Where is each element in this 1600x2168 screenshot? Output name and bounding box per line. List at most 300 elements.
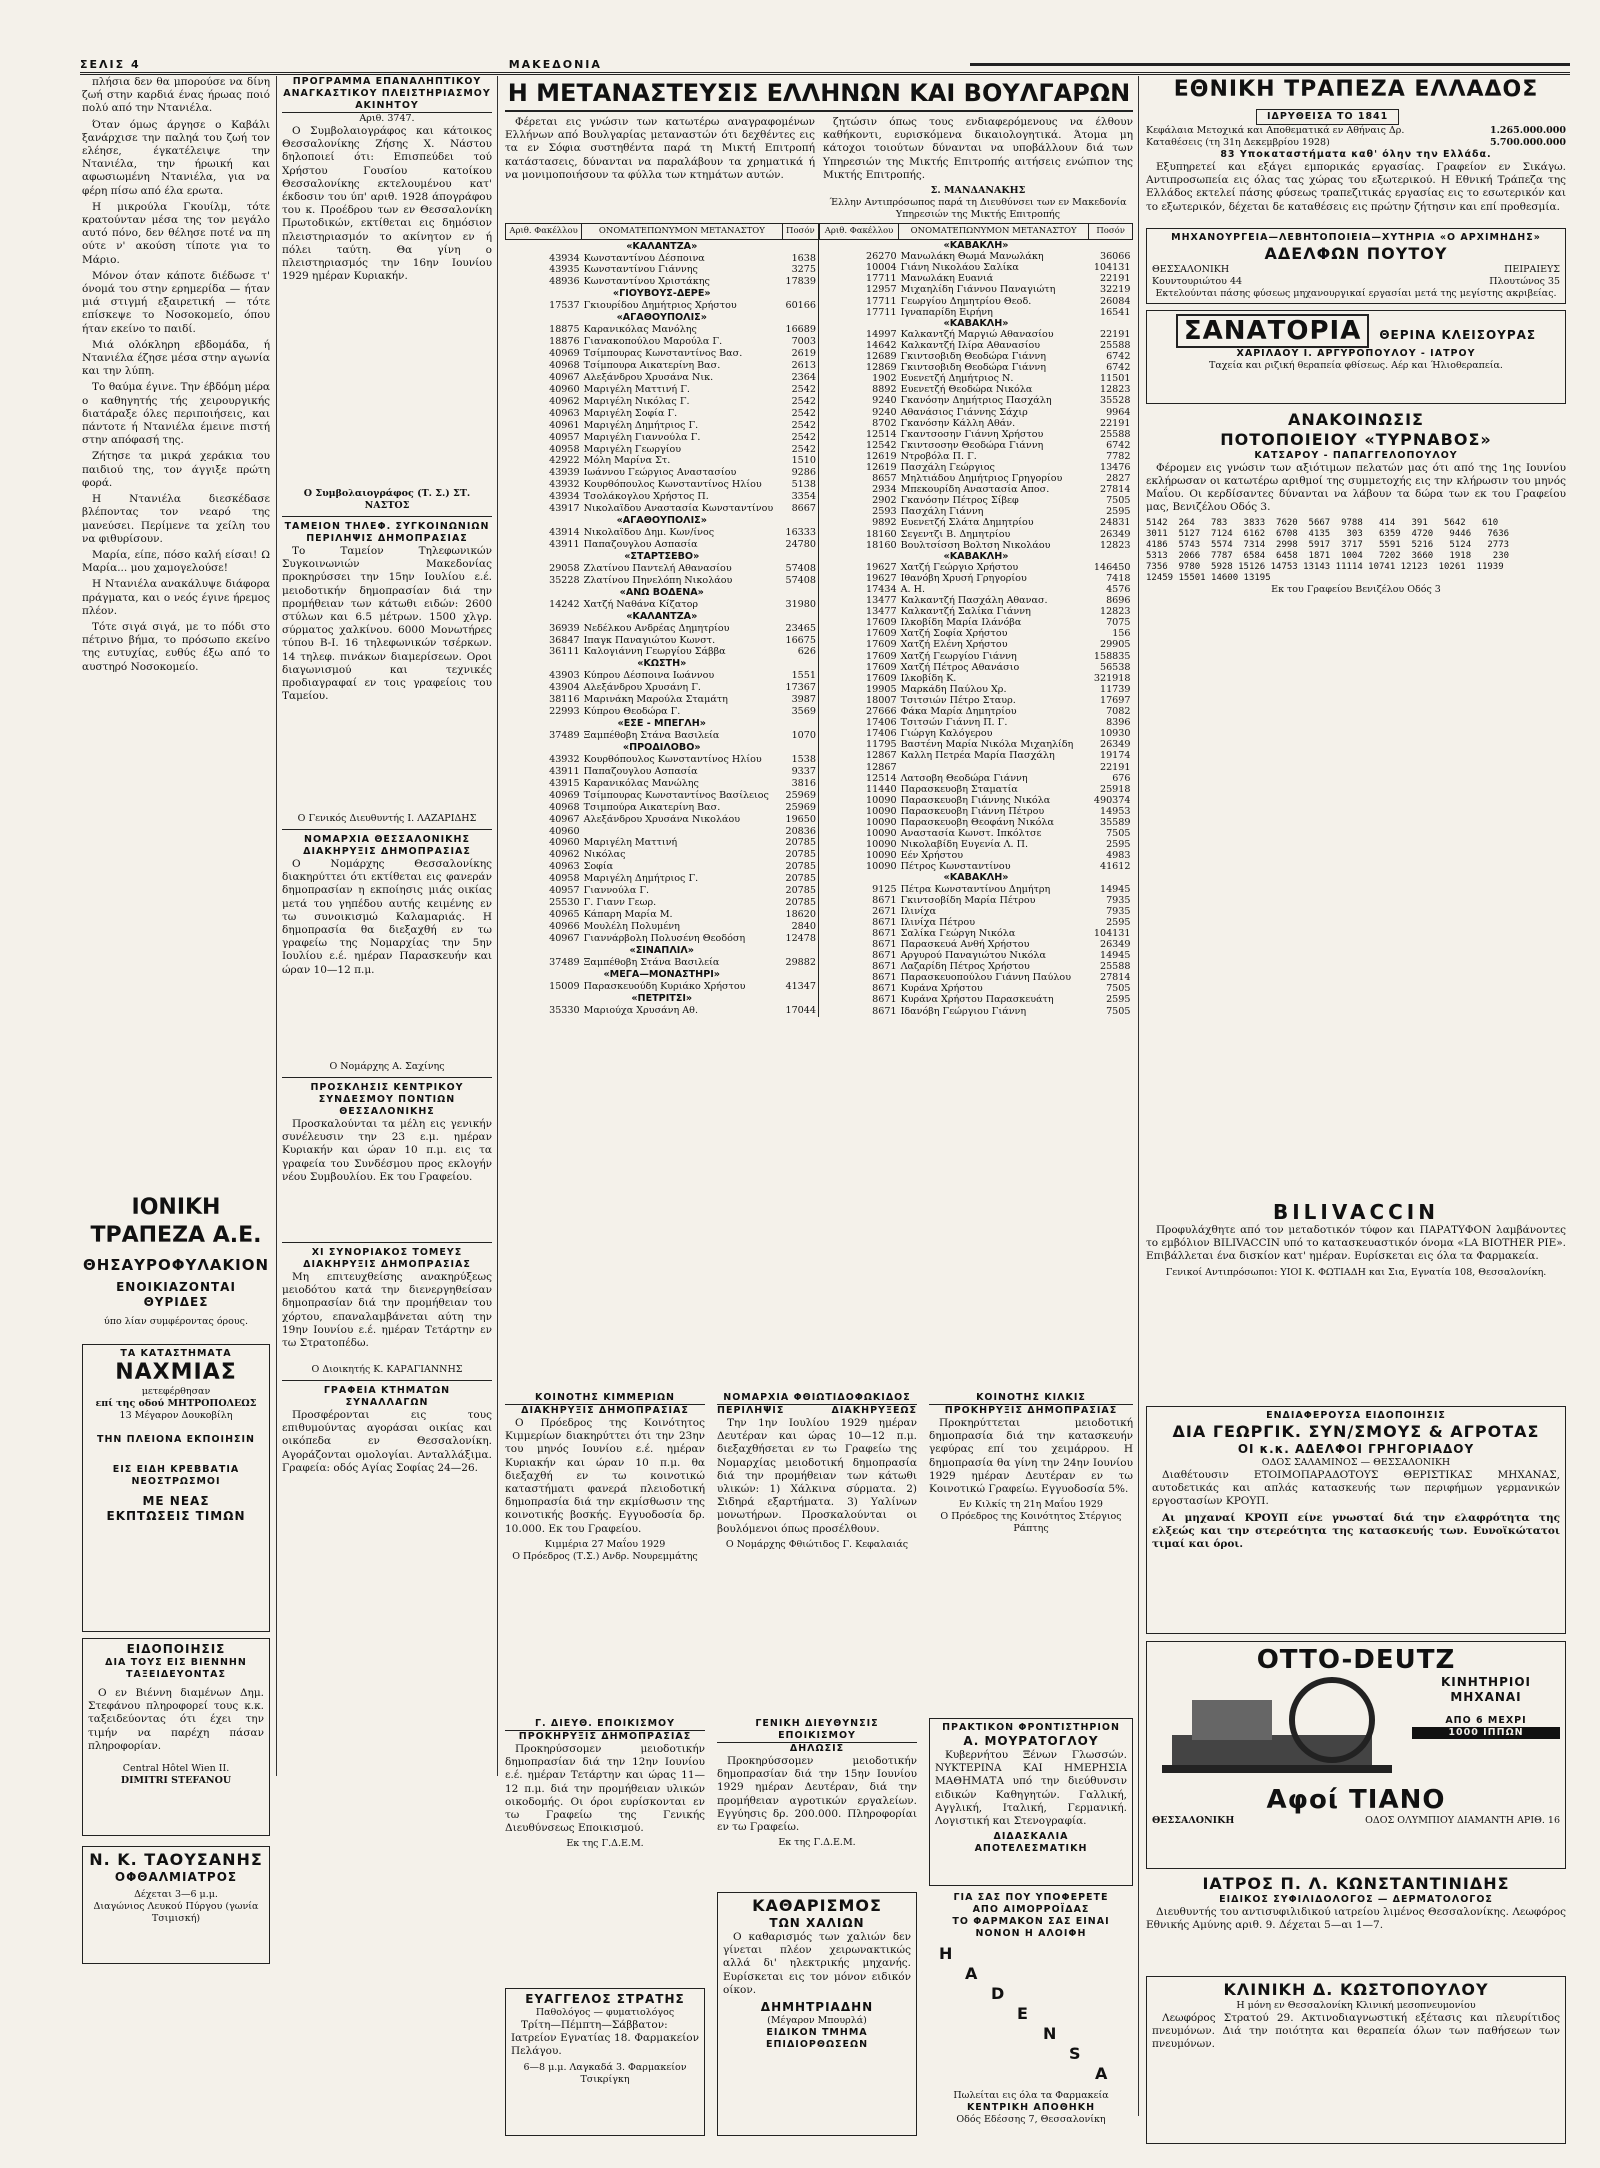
file-number: 35330	[549, 1004, 580, 1016]
konstantinidis-ad	[1146, 1874, 1566, 1935]
file-number: 43911	[549, 539, 580, 551]
migrant-name: Πασχάλη Γεώργιος	[900, 461, 995, 473]
ad-line: ΤΗΝ ΠΛΕΙΟΝΑ ΕΚΠΟΙΗΣΙΝ	[96, 1434, 256, 1445]
file-number: 17711	[866, 306, 897, 318]
notice-title: ΝΟΜΑΡΧΙΑ ΘΕΣΣΑΛΟΝΙΚΗΣ	[304, 834, 470, 845]
amount: 25588	[1099, 428, 1131, 440]
amount: 2542	[791, 443, 816, 455]
migrant-name: Τσιτσών Γιάννη Π. Γ.	[900, 717, 1008, 729]
stratis-ad	[505, 1988, 705, 2136]
amount: 20785	[785, 897, 816, 909]
ad-line: ΚΕΝΤΡΙΚΗ ΑΠΟΘΗΚΗ	[966, 2102, 1096, 2113]
file-number: 14997	[866, 328, 897, 340]
migrant-row	[506, 515, 819, 527]
migrant-row	[820, 828, 1133, 839]
ad-line: 1000 ΙΠΠΩΝ	[1412, 1727, 1560, 1739]
migration-section	[505, 76, 1133, 1386]
file-number: 43932	[549, 479, 580, 491]
file-number: 22993	[549, 706, 580, 718]
amount: 14945	[1099, 883, 1131, 895]
ad-letter: N	[1043, 2024, 1058, 2043]
amount: 7505	[1106, 1005, 1131, 1017]
ad-line: ΑΔΕΛΦΩΝ ΠΟΥΤΟΥ	[1264, 243, 1448, 263]
amount: 26349	[1099, 528, 1131, 540]
file-number: 19905	[866, 683, 897, 695]
migrant-name: Βουλτσίσση Βολτση Νικολάου	[900, 539, 1051, 551]
amount: 104131	[1093, 927, 1131, 939]
migrant-name: Ιλκοβίδη Κ.	[900, 672, 957, 684]
ad-letter: E	[1017, 2004, 1029, 2023]
amount: 19174	[1099, 750, 1131, 762]
migrant-row	[506, 276, 819, 288]
notice-body: Προσκαλούνται τα μέλη εις γενικήν συνέλευσιν την 23 ε.μ. ημέραν Κυριακήν και ώραν 10 π.μ. εις τα γραφεία του Συνδέσμου προς εκλογήν νέου Συμβουλίου. Εκ του Γραφείου.	[282, 1118, 492, 1183]
amount: 16541	[1099, 306, 1131, 318]
masthead-rule	[970, 63, 1570, 66]
file-number: 15009	[549, 980, 580, 992]
migrant-row	[820, 895, 1133, 906]
column-rule	[1138, 76, 1139, 2116]
amount: 3354	[791, 491, 816, 503]
migrant-name: Χατζή Σοφία Χρήστου	[900, 628, 1008, 640]
migrant-row	[820, 384, 1133, 395]
migrant-row	[506, 634, 819, 646]
sanatoria-ad	[1146, 310, 1566, 404]
migrant-row	[820, 240, 1133, 252]
migrant-row	[506, 240, 819, 252]
notice-title: ΝΟΜΑΡΧΙΑ ΦΘΙΩΤΙΔΟΦΩΚΙΔΟΣ	[717, 1392, 917, 1405]
amount: 490374	[1093, 794, 1131, 806]
amount: 29882	[785, 956, 816, 968]
file-number: 8671	[872, 983, 897, 995]
file-number: 11795	[866, 739, 897, 751]
migrant-name: Γκιντσοβιδη Θεοδώρα Γιάννη	[900, 362, 1047, 374]
notice-subtitle: ΠΡΟΚΗΡΥΞΙΣ ΔΗΜΟΠΡΑΣΙΑΣ	[944, 1405, 1118, 1416]
column-2	[282, 76, 492, 1776]
migrant-row	[506, 801, 819, 813]
migrant-name: Παρασκευοβη Γιάννη Πέτρου	[900, 805, 1045, 817]
ad-line: ΕΝΔΙΑΦΕΡΟΥΣΑ ΕΙΔΟΠΟΙΗΣΙΣ	[1266, 1410, 1446, 1421]
ad-line: ΘΕΡΙΝΑ ΚΛΕΙΣΟΥΡΑΣ	[1379, 327, 1537, 342]
migrant-name: Τσιμπούρα Αικατερίνη Βασ.	[583, 801, 721, 813]
file-number: 2934	[872, 484, 897, 496]
ad-line: Η μόνη εν Θεσσαλονίκη Κλινική μεσοπνευμονίου	[1236, 2000, 1476, 2011]
amount: 26084	[1099, 295, 1131, 307]
column-header: ΟΝΟΜΑΤΕΠΩΝΥΜΟΝ ΜΕΤΑΝΑΣΤΟΥ	[899, 224, 1089, 240]
amount: 7505	[1106, 828, 1131, 840]
notice-body: Το Ταμείον Τηλεφωνικών Συγκοινωνιών Μακεδονίας προκηρύσσει την 15ην Ιουλίου ε.έ. μειοδοτικήν δημοπρασίαν διά την προμήθειαν των κάτωθι ειδών: 2600 στύλων και 6.5 μέτρων. 1500 χλγρ. σύρματος χαλκίνου. 6000 Μονωτήρες τύπου Β-Ι. 16 τηλεφωνικών τσέρκων. 14 τηλεφ. πινάκων διαμερίσεων. Οροι διαγωνισμού και τεχνικές προδιαγραφαί εν τοις γραφείοις του Ταμείου.	[282, 545, 492, 703]
migrant-name: Πέτρα Κωνσταντίνου Δημήτρη	[900, 883, 1051, 895]
story-paragraph: Μαρία, είπε, πόσο καλή είσαι! Ω Μαρία... μου χαμογελούσε!	[82, 548, 270, 575]
ad-title: ΙΑΤΡΟΣ Π. Λ. ΚΩΝΣΤΑΝΤΙΝΙΔΗΣ	[1202, 1874, 1510, 1893]
migrant-name: Ζλατίνου Πηνελόπη Νικολάου	[583, 574, 733, 586]
file-number: 17434	[866, 584, 897, 596]
amount: 14945	[1099, 950, 1131, 962]
ad-line: DIMITRI STEFANOU	[120, 1775, 232, 1787]
ad-line: ΚΙΝΗΤΗΡΙΟΙ	[1440, 1675, 1531, 1689]
file-number: 40960	[549, 837, 580, 849]
migrant-row	[820, 395, 1133, 406]
file-number: 13477	[866, 606, 897, 618]
amount: 1551	[791, 670, 816, 682]
amount: 16675	[785, 634, 816, 646]
capital-value: 1.265.000.000	[1489, 125, 1566, 136]
file-number: 12619	[866, 450, 897, 462]
migrant-row	[820, 296, 1133, 307]
amount: 2613	[791, 359, 816, 371]
migrant-row	[506, 944, 819, 956]
file-number: 40965	[549, 909, 580, 921]
village-heading: «ΣΙΝΑΠΛΙΛ»	[629, 944, 694, 956]
amount: 6742	[1106, 362, 1131, 374]
migration-intro	[505, 116, 1133, 221]
migrant-name: Ιλινίχα Πέτρου	[900, 916, 976, 928]
intro-paragraph: ζητώσιν όπως τους ενδιαφερόμενους να έλθουν καθήκοντι, ευρισκόμενα δικαιολογητικά. Άτομα μη κάτοχοι τοιούτων δύνανται να υποβάλλουν διά των Υπηρεσιών της Μικτής Επιτροπής αιτήσεις ενώπιον της Μικτής Επιτροπής.	[823, 116, 1133, 181]
migrant-row	[820, 418, 1133, 429]
village-heading: «ΣΤΑΡΤΣΕΒΟ»	[624, 550, 700, 562]
amount: 2827	[1106, 473, 1131, 485]
file-number: 17609	[866, 617, 897, 629]
amount: 4576	[1106, 584, 1131, 596]
amount: 25588	[1099, 961, 1131, 973]
file-number: 40963	[549, 407, 580, 419]
notice-body: Προκηρύσσομεν μειοδοτικήν δημοπρασίαν διά την 12ην Ιουνίου ε.έ. ημέραν Τετάρτην και ώρας 11—12 π.μ. διά την προμήθειαν υλικών οικοδομής. Οι όροι ευρίσκονται εν τω Γραφείω της Γενικής Διευθύνσεως Εποικισμού.	[505, 1743, 705, 1835]
ad-line: ΓΙΑ ΣΑΣ ΠΟΥ ΥΠΟΦΕΡΕΤΕ	[953, 1892, 1109, 1903]
ad-line: ύπο λίαν συμφέροντας όρους.	[104, 1316, 248, 1327]
amount: 24780	[785, 539, 816, 551]
file-number: 13477	[866, 595, 897, 607]
migrant-row	[506, 909, 819, 921]
migrant-row	[506, 610, 819, 622]
ionian-bank-ad	[82, 1194, 270, 1328]
amount: 12823	[1099, 384, 1131, 396]
migrant-row	[820, 1006, 1133, 1017]
notice-title: ΠΡΟΣΚΛΗΣΙΣ ΚΕΝΤΡΙΚΟΥ ΣΥΝΔΕΣΜΟΥ ΠΟΝΤΙΩΝ ΘΕΣΣΑΛΟΝΙΚΗΣ	[310, 1082, 464, 1117]
migrant-row	[820, 329, 1133, 340]
story-paragraph: Το θαύμα έγινε. Την έβδόμη μέρα ο καθηγητής τής χειρουργικής διατάραξε όλες περιποιήσεις, και πάντοτε ή Ντανιέλα έμεινε πιστή στην απόφασή της.	[82, 381, 270, 447]
migrant-name: Αθανάσιος Γιάννης Σάχιρ	[900, 406, 1028, 418]
amount: 14953	[1099, 805, 1131, 817]
file-number: 40969	[549, 348, 580, 360]
migrant-name: Χατζή Ναθάνα Κίζατορ	[583, 598, 699, 610]
ad-line: ΧΑΡΙΛΑΟΥ Ι. ΑΡΓΥΡΟΠΟΥΛΟΥ - ΙΑΤΡΟΥ	[1236, 347, 1476, 359]
story-paragraph: Μιά ολόκληρη εβδομάδα, ή Ντανιέλα έζησε μέσα στην αγωνία και την λύπη.	[82, 338, 270, 378]
village-heading: «ΚΑΒΑΚΛΗ»	[943, 317, 1009, 329]
notice-title: ΓΕΝΙΚΗ ΔΙΕΥΘΥΝΣΙΣ ΕΠΟΙΚΙΣΜΟΥ	[717, 1718, 917, 1743]
file-number: 10090	[866, 794, 897, 806]
ad-letter: S	[1069, 2044, 1082, 2063]
amount: 20785	[785, 873, 816, 885]
village-heading: «ΚΑΛΑΝΤΖΑ»	[626, 610, 698, 622]
migrant-name: Καλλη Πετρέα Μαρία Πασχάλη	[900, 750, 1055, 762]
migrant-row	[820, 762, 1133, 773]
migrant-row	[820, 928, 1133, 939]
amount: 11739	[1099, 683, 1131, 695]
amount: 8696	[1106, 595, 1131, 607]
kilkis-notice	[929, 1392, 1133, 1535]
amount: 321918	[1093, 672, 1131, 684]
ad-line: μετεφέρθησαν	[141, 1386, 211, 1397]
amount: 20785	[785, 837, 816, 849]
amount: 35589	[1099, 816, 1131, 828]
ad-line: Κουντουριώτου 44	[1152, 275, 1243, 287]
migrant-name: Κωνσταντίνου Χριστάκης	[583, 276, 710, 288]
migrant-name: Μαριγέλη Ματτινή	[583, 837, 678, 849]
migrant-row	[820, 983, 1133, 994]
amount: 23465	[785, 622, 816, 634]
ad-body: Ο εν Βιέννη διαμένων Δημ. Στεφάνου πληροφορεί τους κ.κ. ταξειδεύοντας ότι έχει την τιμήν να παρέχη πάσαν πληροφορίαν.	[88, 1687, 264, 1752]
ad-line: ΤΑ ΚΑΤΑΣΤΗΜΑΤΑ	[120, 1348, 232, 1359]
migrant-row	[506, 586, 819, 598]
migrant-name: Καλογιάννη Γεωργίου Σάββα	[583, 646, 726, 658]
amount: 2364	[791, 371, 816, 383]
migrant-name: Τσίμπουρα Αικατερίνη Βασ.	[583, 359, 721, 371]
amount: 56538	[1099, 661, 1131, 673]
file-number: 40968	[549, 359, 580, 371]
migrant-row	[506, 968, 819, 980]
ad-line: Πλουτώνος 35	[1489, 275, 1560, 287]
amount: 18620	[785, 909, 816, 921]
migrant-name: Γιάνη Νικολάου Σαλίκα	[900, 262, 1019, 274]
migrant-row	[820, 861, 1133, 872]
notice-body: Ο Συμβολαιογράφος και κάτοικος Θεσσαλονίκης Ζήσης Χ. Νάστου δηλοποιεί ότι: Επισπεύδει τού Χρήστου Γουσίου κατοίκου Θεσσαλονίκης εκτελουμένου κατ' έκδοσιν του ύπ' αριθ. 1928 άπογράφου του κ. Προέδρου των εν Θεσσαλονίκη Πρωτοδικών, εκτίθεται εις δημόσιον πλειστηριασμόν το ακίνητον εν ή πόλει ταύτη. Θα γίνη ο πλειστηριασμός την 16ην Ιουνίου 1929 ημέραν Κυριακήν.	[282, 125, 492, 283]
file-number: 12689	[866, 351, 897, 363]
file-number: 40962	[549, 849, 580, 861]
amount: 4983	[1106, 850, 1131, 862]
migrant-row	[506, 527, 819, 539]
notice-signature: Ο Γενικός Διευθυντής Ι. ΛΑΖΑΡΙΔΗΣ	[297, 813, 477, 824]
migrant-row	[820, 273, 1133, 284]
amount: 7935	[1106, 894, 1131, 906]
amount: 22191	[1099, 417, 1131, 429]
file-number: 10090	[866, 839, 897, 851]
ad-title: ΠΟΤΟΠΟΙΕΙΟΥ «ΤΥΡΝΑΒΟΣ»	[1220, 429, 1492, 449]
migrant-row	[820, 684, 1133, 695]
archimidis-ad	[1146, 228, 1566, 304]
ad-title: BILIVACCIN	[1272, 1200, 1439, 1224]
migrant-row	[506, 252, 819, 264]
file-number: 2902	[872, 495, 897, 507]
migrant-name: Ξαμπέθοβη Στάνα Βασιλεία	[583, 730, 720, 742]
ad-body: Εκτελούνται πάσης φύσεως μηχανουργικαί εργασίαι μετά της μεγίστης ακριβείας.	[1155, 287, 1557, 299]
amount: 57408	[785, 574, 816, 586]
amount: 7075	[1106, 617, 1131, 629]
migrant-row	[820, 573, 1133, 584]
file-number: 11440	[866, 783, 897, 795]
amount: 7418	[1106, 572, 1131, 584]
notice-signature: Εκ της Γ.Δ.Ε.Μ.	[566, 1838, 644, 1850]
notice-body: Ο Νομάρχης Θεσσαλονίκης διακηρύττει ότι εκτίθεται εις φανεράν δημοπρασίαν η εκποίησις μιάς οικίας μετά του γηπέδου αυτής κειμένης εν τω συνοικισμώ Καλαμαριάς. Η δημοπρασία θα διεξαχθή εν τω γραφείω της Νομαρχίας την 5ην Ιουλίου ε.έ. ημέραν Παρασκευήν και ώραν 10—12 π.μ.	[282, 858, 492, 976]
migrant-name: Ιθανόβη Χρυσή Γρηγορίου	[900, 572, 1027, 584]
notice-title: ΧΙ ΣΥΝΟΡΙΑΚΟΣ ΤΟΜΕΥΣ	[311, 1247, 463, 1258]
ad-line: Central Hôtel Wien II.	[122, 1763, 230, 1775]
migrant-row	[506, 336, 819, 348]
migrant-row	[506, 861, 819, 873]
amount: 2542	[791, 407, 816, 419]
amount: 60166	[785, 300, 816, 312]
ad-brand: Αφοί ΤΙΑΝΟ	[1266, 1785, 1446, 1815]
ad-title: ΔΙΑ ΓΕΩΡΓΙΚ. ΣΥΝ/ΣΜΟΥΣ & ΑΓΡΟΤΑΣ	[1172, 1422, 1540, 1441]
ad-title: ΕΥΑΓΓΕΛΟΣ ΣΤΡΑΤΗΣ	[525, 1992, 685, 2006]
hadensa-ad	[929, 1892, 1133, 2152]
migrant-row	[506, 873, 819, 885]
column-1	[82, 76, 270, 2116]
migrant-name: Χατζή Γεώργιο Χρήστου	[900, 561, 1019, 573]
amount: 12823	[1099, 539, 1131, 551]
amount: 3987	[791, 694, 816, 706]
migrant-name: Χατζή Γεωργίου Γιάννη	[900, 650, 1017, 662]
migrant-name: Γιώργη Καλόγερου	[900, 728, 993, 740]
migrant-name: Φάκα Μαρία Δημητρίου	[900, 706, 1017, 718]
migrant-name: Παρασκευοβη Γιάννης Νικόλα	[900, 794, 1051, 806]
file-number: 43939	[549, 467, 580, 479]
file-number: 10090	[866, 828, 897, 840]
migrant-name: Παρασκευοβη Θεοφάνη Νικόλα	[900, 816, 1054, 828]
file-number: 9240	[872, 395, 897, 407]
amount: 22191	[1099, 761, 1131, 773]
amount: 16689	[785, 324, 816, 336]
migrant-name: Καλκαντζή Πασχάλη Αθανασ.	[900, 595, 1048, 607]
file-number: 36111	[549, 646, 580, 658]
notice-subtitle: ΔΙΑΚΗΡΥΞΙΣ ΔΗΜΟΠΡΑΣΙΑΣ	[303, 1259, 471, 1270]
file-number: 43915	[549, 777, 580, 789]
amount: 2595	[1106, 839, 1131, 851]
file-number: 2671	[872, 905, 897, 917]
migrant-name: Γκιντσοβιδη Θεοδώρα Γιάννη	[900, 351, 1047, 363]
story-paragraph: Η Ντανιέλα ανακάλυψε διάφορα πράγματα, και ο νεός έγινε ήρεμος πλέον.	[82, 578, 270, 617]
migrant-name: Εέν Χρήστου	[900, 850, 964, 862]
vienna-notice-ad	[82, 1638, 270, 1836]
amount: 1510	[791, 455, 816, 467]
story-paragraph: Όταν όμως άργησε ο Καβάλι ξανάρχισε την παληά του ζωή τον ελέησε, έγκατέλειψε την Ντανιέλα, την ήρωική και αφωσιωμένη Ντανιέλα, για να φέρη πίσω από έλα ερωτα.	[82, 118, 270, 197]
file-number: 8671	[872, 972, 897, 984]
notice-title: ΤΑΜΕΙΟΝ ΤΗΛΕΦ. ΣΥΓΚΟΙΝΩΝΙΩΝ	[284, 521, 490, 532]
village-heading: «ΚΑΒΑΚΛΗ»	[943, 872, 1009, 884]
ad-line: Διαγώνιος Λευκού Πύργου (γωνία Τσιμισκή)	[93, 1901, 259, 1924]
migrant-name: Αλεξάνδρου Χρυσάνα Νικολάου	[583, 813, 741, 825]
file-number: 40968	[549, 801, 580, 813]
ad-title: OTTO-DEUTZ	[1256, 1645, 1456, 1675]
amount: 2595	[1106, 916, 1131, 928]
carpet-cleaning-ad	[717, 1892, 917, 2136]
file-number: 17609	[866, 661, 897, 673]
amount: 25918	[1099, 783, 1131, 795]
migrant-row	[820, 906, 1133, 917]
migrant-row	[820, 451, 1133, 462]
migrant-row	[820, 462, 1133, 473]
nachmias-ad	[82, 1344, 270, 1632]
migrant-row	[820, 562, 1133, 573]
migrant-name: Σοφία	[583, 861, 614, 873]
village-heading: «ΑΓΑΘΟΥΠΟΛΙΣ»	[616, 312, 707, 324]
migrant-row	[506, 897, 819, 909]
migrant-row	[820, 473, 1133, 484]
file-number: 43932	[549, 753, 580, 765]
file-number: 43914	[549, 527, 580, 539]
migrant-row	[820, 739, 1133, 750]
migrant-name: Καλκαντζή Ιλίρα Αθανασίου	[900, 339, 1041, 351]
ad-line: Γενικοί Αντιπρόσωποι: ΥΙΟΙ Κ. ΦΩΤΙΑΔΗ και Σια, Εγνατία 108, Θεσσαλονίκη.	[1165, 1266, 1547, 1278]
file-number: 18160	[866, 528, 897, 540]
signature-name: Σ. ΜΑΝΔΑΝΑΚΗΣ	[930, 185, 1026, 197]
migrant-row	[506, 742, 819, 754]
amount: 20785	[785, 861, 816, 873]
amount: 27814	[1099, 972, 1131, 984]
migrant-row	[506, 753, 819, 765]
migrant-name: Παπαζουγλου Ασπασία	[583, 539, 698, 551]
migrant-name: Αργυρού Παναγιώτου Νικόλα	[900, 950, 1046, 962]
migrant-name: Νικολαβίδη Ευγενία Λ. Π.	[900, 839, 1029, 851]
migrant-row	[506, 371, 819, 383]
ad-body: Ο καθαρισμός των χαλιών δεν γίνεται πλέον χειρωνακτικώς αλλά δι' ηλεκτρικής μηχανής. Ευρίσκεται εις τον μόνον ειδικόν οίκον.	[723, 1931, 911, 1996]
ad-line: ΘΗΣΑΥΡΟΦΥΛΑΚΙΟΝ	[82, 1256, 270, 1274]
file-number: 18160	[866, 539, 897, 551]
migrant-name: Γκανόσην Δημήτριος Πασχάλη	[900, 395, 1052, 407]
migrant-name: Μαριγέλη Δημήτριος Γ.	[583, 873, 699, 885]
amount: 19650	[785, 813, 816, 825]
amount: 57408	[785, 562, 816, 574]
migrant-row	[506, 825, 819, 837]
amount: 3275	[791, 264, 816, 276]
file-number: 43934	[549, 252, 580, 264]
migrant-row	[506, 419, 819, 431]
migrant-name: Ευενετζή Θεοδώρα Νικόλα	[900, 384, 1033, 396]
ad-line: ΕΚΠΤΩΣΕΙΣ ΤΙΜΩΝ	[106, 1509, 246, 1523]
ad-title: ΜΗΧΑΝΟΥΡΓΕΙΑ—ΛΕΒΗΤΟΠΟΙΕΙΑ—ΧΥΤΗΡΙΑ «Ο ΑΡΧΙΜΗΔΗΣ»	[1171, 231, 1541, 243]
migrant-name: Παπαζουγλου Ασπασία	[583, 765, 698, 777]
notice-signature: Ο Νομάρχης Α. Σαχίνης	[329, 1061, 445, 1072]
amount: 6742	[1106, 439, 1131, 451]
migrant-row	[506, 646, 819, 658]
amount: 41347	[785, 980, 816, 992]
migrant-name: Ντροβόλα Π. Γ.	[900, 450, 977, 462]
file-number: 40962	[549, 395, 580, 407]
ad-line: Δέχεται 3—6 μ.μ.	[134, 1889, 218, 1900]
file-number: 8671	[872, 994, 897, 1006]
migrant-name: Μανωλάκη Ευανιά	[900, 273, 994, 285]
migrant-name: Ιπαγκ Παναγιώτου Κωνστ.	[583, 634, 716, 646]
amount: 8667	[791, 503, 816, 515]
migrant-name: Τσίμπουρας Κωνσταντίνος Βασ.	[583, 348, 743, 360]
village-heading: «ΜΕΓΑ—ΜΟΝΑΣΤΗΡΙ»	[603, 968, 720, 980]
amount: 17697	[1099, 694, 1131, 706]
tyrnavos-ad	[1146, 410, 1566, 596]
amount: 17839	[785, 276, 816, 288]
migrant-row	[820, 773, 1133, 784]
ad-line: ΚΑΤΣΑΡΟΥ - ΠΑΠΑΓΓΕΛΟΠΟΥΛΟΥ	[1254, 449, 1458, 461]
ad-body: Προφυλάχθητε από τον μεταδοτικόν τύφον και ΠΑΡΑΤΥΦΟΝ λαμβάνοντες το εμβόλιον BILIVACCIN υπό το κατασκευαστικόν όνομα «LA BIOTHER PIE». Επιβάλλεται ένα δισκίον κατ' ημέραν. Ευρίσκεται εις όλα τα Φαρμακεία.	[1146, 1224, 1566, 1263]
amount: 1638	[791, 252, 816, 264]
notice-subtitle: ΠΡΟΚΗΡΥΞΙΣ ΔΗΜΟΠΡΑΣΙΑΣ	[518, 1731, 692, 1742]
column-right	[1146, 76, 1566, 2156]
amount: 7505	[1106, 983, 1131, 995]
grigoriadou-ad	[1146, 1406, 1566, 1634]
mouratoglou-ad	[929, 1718, 1133, 1886]
file-number: 36847	[549, 634, 580, 646]
deposits-label: Καταθέσεις (τη 31η Δεκεμβρίου 1928)	[1146, 137, 1330, 148]
migrant-name: Κυράνα Χρήστου Παρασκευάτη	[900, 994, 1054, 1006]
migrant-table-right	[819, 223, 1133, 1017]
migrant-row	[820, 972, 1133, 983]
migrant-name: Λαζαρίδη Πέτρος Χρήστου	[900, 961, 1030, 973]
migrant-name: Χατζή Ελένη Χρήστου	[900, 639, 1008, 651]
file-number: 10090	[866, 850, 897, 862]
notice-number: Αριθ. 3747.	[359, 113, 415, 124]
migrant-row	[506, 849, 819, 861]
migrant-name: Ιλκοβίδη Μαρία Ιλάνόβα	[900, 617, 1022, 629]
amount: 158835	[1093, 650, 1131, 662]
migrant-name: Γιανακοπούλου Μαρούλα Γ.	[583, 336, 723, 348]
file-number: 14242	[549, 598, 580, 610]
